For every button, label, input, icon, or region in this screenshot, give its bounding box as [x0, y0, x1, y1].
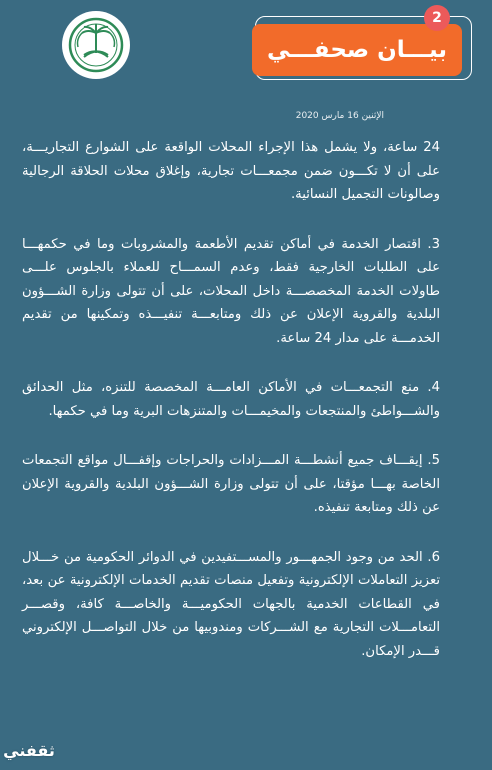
ministry-emblem-icon [62, 11, 130, 79]
paragraph-continuation: 24 ساعة، ولا يشمل هذا الإجراء المحلات الواقعة على الشوارع التجاريـــة، على أن لا تكـــون ضمن مجمعـــات تجارية، وإغلاق محلات الحلاقة الرجالية وصالونات التجميل النسائية. [22, 140, 440, 202]
paragraph-item-4: 4. منع التجمعـــات في الأماكن العامـــة المخصصة للتنزه، مثل الحدائق والشـــواطئ والمنتجعات والمخيمـــات والمتنزهات البرية وما في حكمها. [22, 380, 440, 419]
header [0, 0, 492, 100]
page-number-badge: 2 [424, 5, 450, 31]
paragraph-item-6: 6. الحد من وجود الجمهـــور والمســـتفيدين في الدوائر الحكومية من خـــلال تعزيز التعاملات الإلكترونية وتفعيل منصات تقديم الخدمات الإلكترونية عن بعد، في القطاعات الخدمية بالجهات الحكوميـــة والخاصـــة كافة، وقصـــر التعامـــلات التجارية مع الشـــركات ومندوبيها من خلال التواصـــل الإلكتروني قـــدر الإمكان. [22, 549, 440, 659]
paragraph-item-5: 5. إيقـــاف جميع أنشطـــة المـــزادات والحراجات وإقفـــال مواقع التجمعات الخاصة بهـــا مؤقتا، على أن تتولى وزارة الشـــؤون البلدية والقروية الإعلان عن ذلك ومتابعة تنفيذه. [22, 453, 440, 515]
press-release-title: بيـــان صحفـــي [252, 24, 462, 76]
press-release-body [22, 136, 440, 689]
site-watermark-logo: ثقفني [3, 740, 55, 760]
publication-date: الإثنين 16 مارس 2020 [295, 111, 384, 121]
paragraph-item-3: 3. اقتصار الخدمة في أماكن تقديم الأطعمة والمشروبات وما في حكمهـــا على الطلبات الخارجية فقط، وعدم السمـــاح للعملاء بالجلوس علـــى طاولات الخدمة المخصصـــة داخل المحلات، على أن تتولى وزارة الشـــؤون البلدية والقروية الإعلان عن ذلك ومتابعـــة تنفيـــذه وتمكينها من تقديم الخدمـــة على مدار 24 ساعة. [22, 236, 440, 346]
